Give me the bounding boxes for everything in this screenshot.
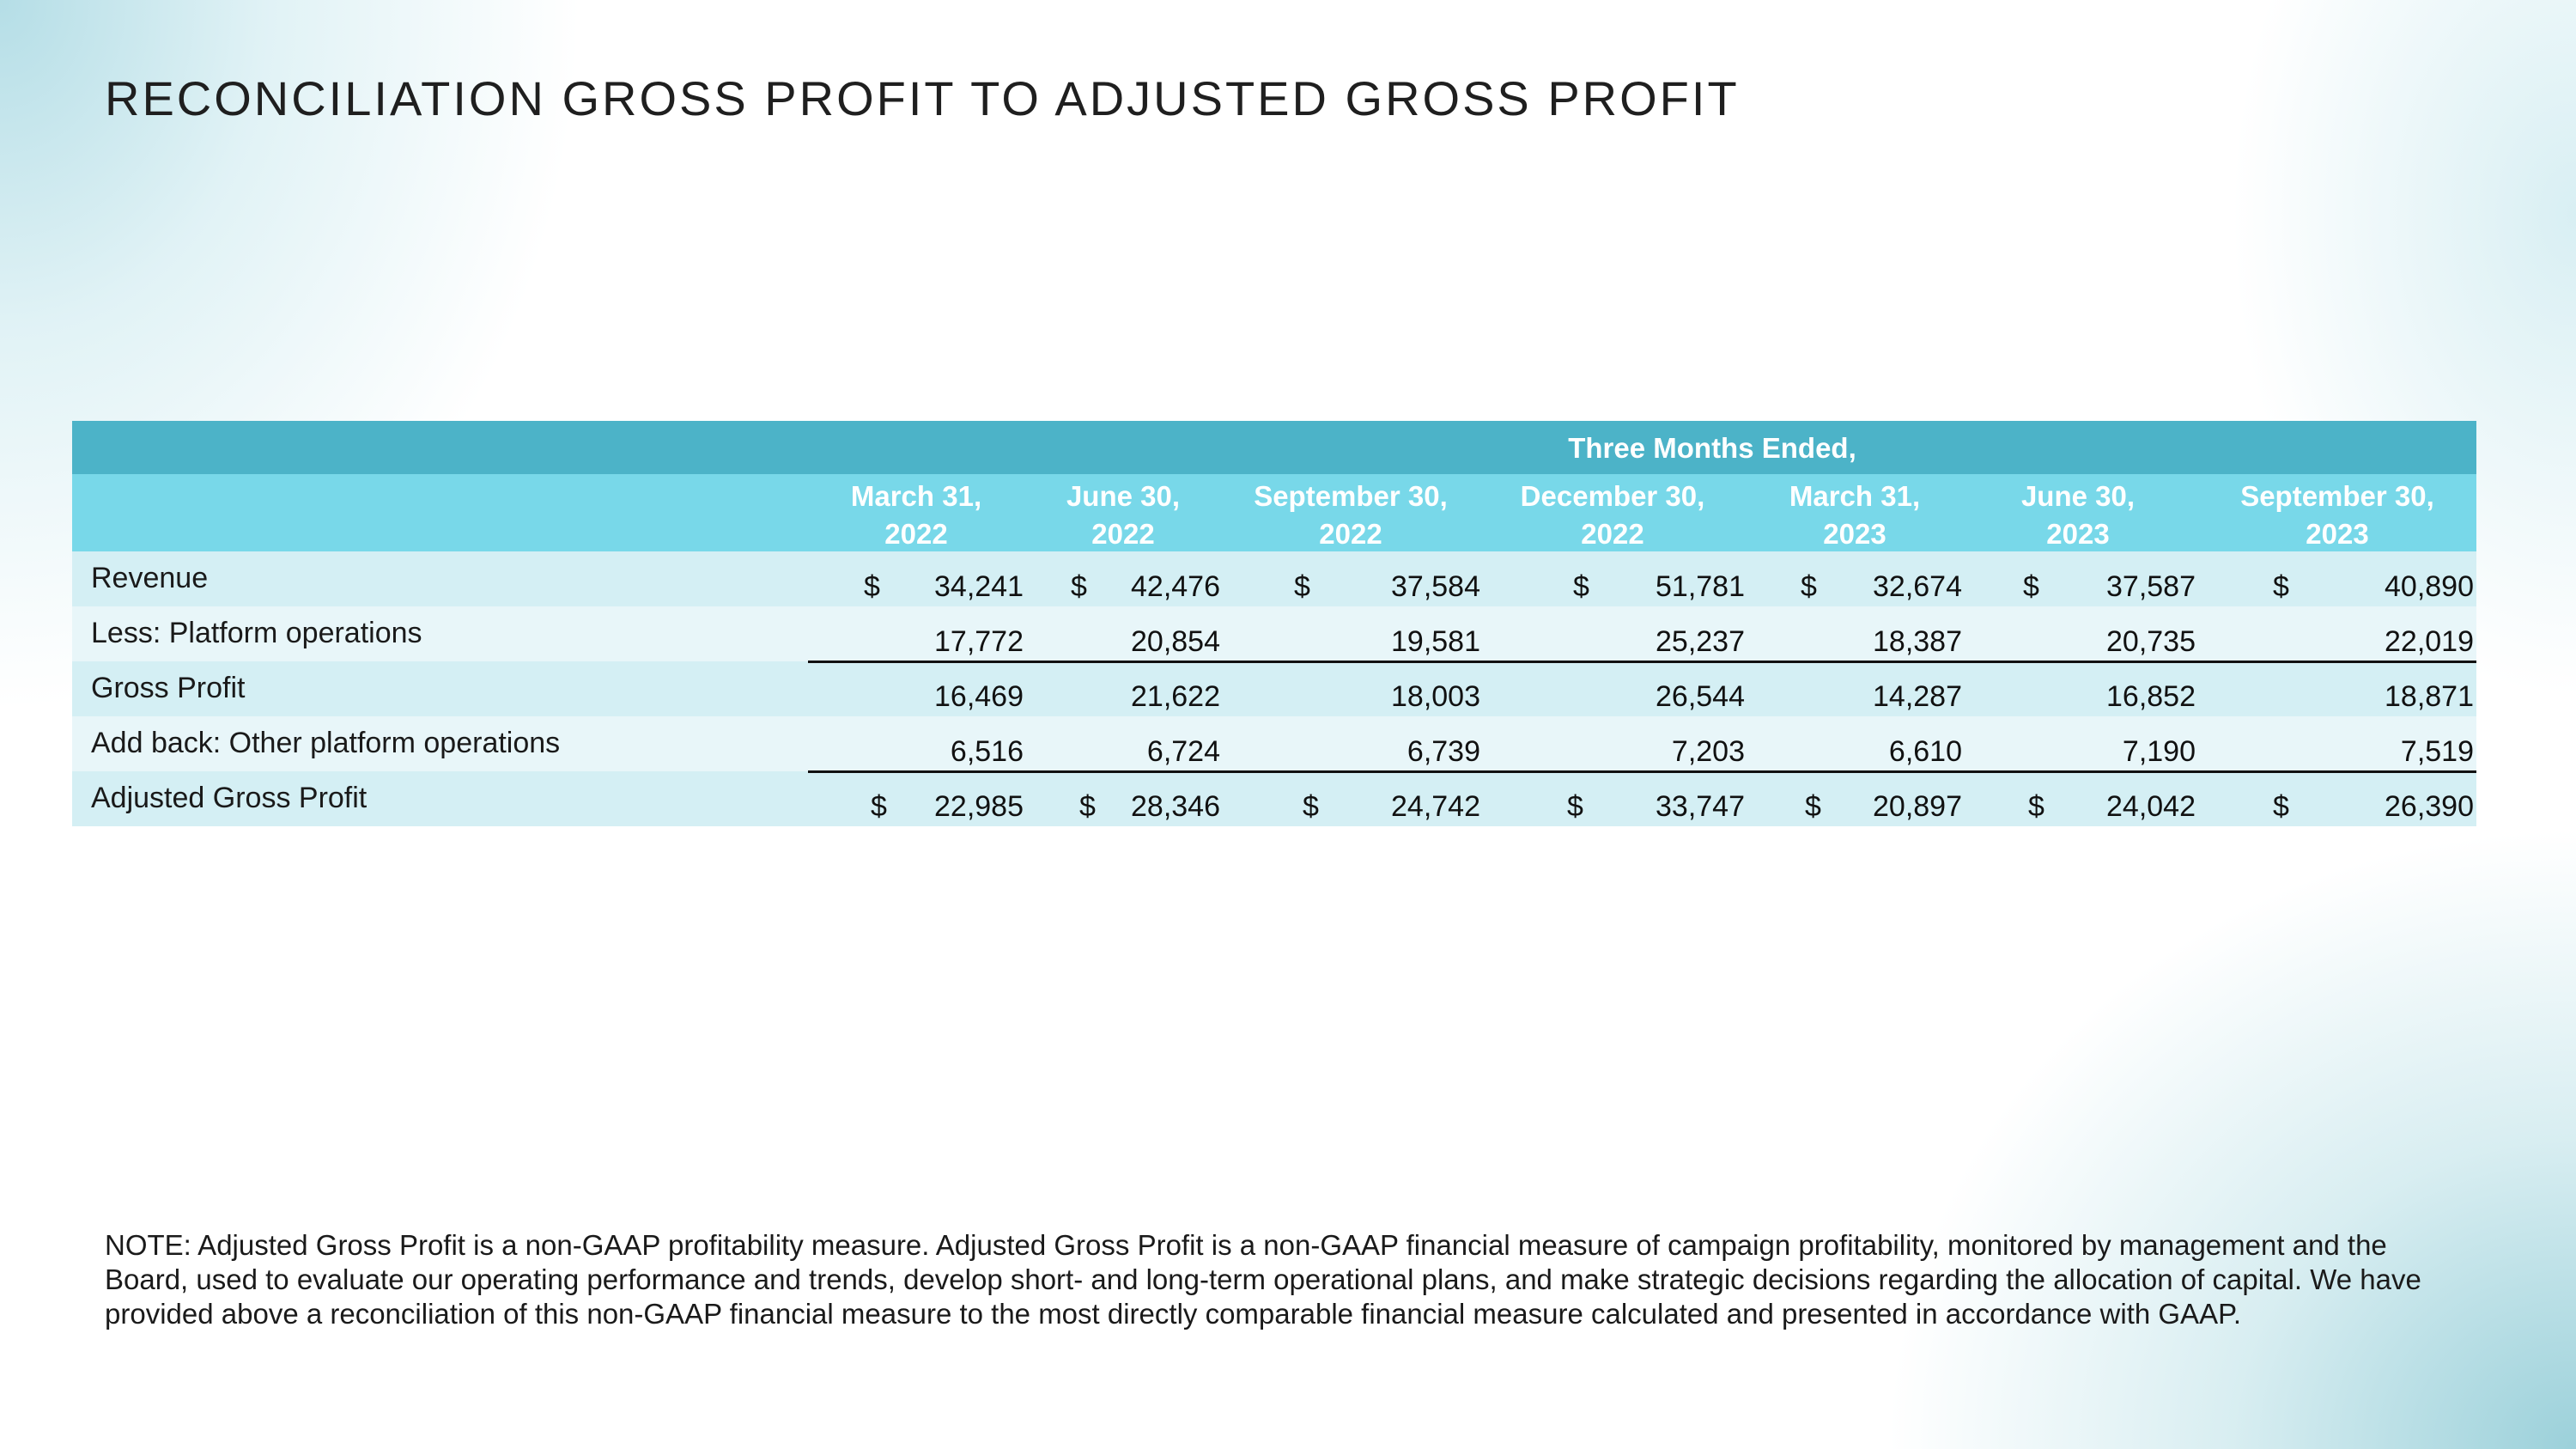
column-header bbox=[2208, 478, 2466, 553]
subtotal-rule bbox=[808, 661, 2476, 663]
value-cell: 17,772 bbox=[934, 625, 1024, 658]
value-cell: 24,042 bbox=[2106, 790, 2196, 823]
table-body bbox=[72, 551, 2476, 826]
period-header: Three Months Ended, bbox=[1568, 432, 1856, 464]
column-header-date: December 30, bbox=[1520, 480, 1705, 512]
value-cell: 20,854 bbox=[1131, 625, 1220, 658]
column-header-date: September 30, bbox=[2240, 480, 2434, 512]
row-label: Revenue bbox=[91, 562, 209, 594]
value-cell: 19,581 bbox=[1391, 625, 1480, 658]
column-header-date: March 31, bbox=[1789, 480, 1921, 512]
column-header-year: 2023 bbox=[2046, 518, 2110, 550]
value-cell: 22,019 bbox=[2385, 625, 2474, 658]
value-cell: 16,469 bbox=[934, 680, 1024, 713]
currency-symbol: $ bbox=[1567, 790, 1583, 823]
column-header-year: 2022 bbox=[1581, 518, 1644, 550]
value-cell: 28,346 bbox=[1131, 790, 1220, 823]
reconciliation-table bbox=[72, 421, 2476, 826]
column-header bbox=[994, 478, 1252, 553]
currency-symbol: $ bbox=[2273, 570, 2289, 603]
value-cell: 18,387 bbox=[1873, 625, 1962, 658]
row-label: Gross Profit bbox=[91, 672, 246, 704]
column-header-date: June 30, bbox=[1066, 480, 1181, 512]
value-cell: 6,516 bbox=[950, 735, 1024, 768]
column-header-date: September 30, bbox=[1254, 480, 1448, 512]
column-header bbox=[1484, 478, 1741, 553]
currency-symbol: $ bbox=[1805, 790, 1821, 823]
table-row bbox=[72, 551, 2476, 606]
column-header-year: 2023 bbox=[1823, 518, 1886, 550]
value-cell: 7,519 bbox=[2400, 735, 2474, 768]
value-cell: 32,674 bbox=[1873, 570, 1962, 603]
column-header-year: 2022 bbox=[884, 518, 948, 550]
currency-symbol: $ bbox=[2023, 570, 2039, 603]
value-cell: 25,237 bbox=[1656, 625, 1745, 658]
column-header bbox=[1726, 478, 1984, 553]
value-cell: 16,852 bbox=[2106, 680, 2196, 713]
subtotal-rule bbox=[808, 770, 2476, 773]
value-cell: 6,739 bbox=[1406, 735, 1480, 768]
column-header bbox=[1222, 478, 1479, 553]
page-title: RECONCILIATION GROSS PROFIT TO ADJUSTED GROSS PROFIT bbox=[105, 71, 1740, 125]
table-row bbox=[72, 716, 2476, 771]
row-label: Less: Platform operations bbox=[91, 617, 422, 649]
currency-symbol: $ bbox=[1801, 570, 1817, 603]
currency-symbol: $ bbox=[864, 570, 880, 603]
currency-symbol: $ bbox=[1079, 790, 1096, 823]
value-cell: 6,724 bbox=[1146, 735, 1220, 768]
column-header-date: March 31, bbox=[850, 480, 982, 512]
currency-symbol: $ bbox=[1294, 570, 1310, 603]
row-label: Adjusted Gross Profit bbox=[91, 782, 368, 814]
row-label: Add back: Other platform operations bbox=[91, 727, 561, 759]
column-header bbox=[1949, 478, 2207, 553]
period-header-band bbox=[72, 421, 2476, 474]
column-header-band bbox=[72, 474, 2476, 551]
value-cell: 20,735 bbox=[2106, 625, 2196, 658]
value-cell: 42,476 bbox=[1131, 570, 1220, 603]
table-row bbox=[72, 606, 2476, 661]
column-header-year: 2023 bbox=[2306, 518, 2369, 550]
value-cell: 37,584 bbox=[1391, 570, 1480, 603]
table-row bbox=[72, 771, 2476, 826]
value-cell: 21,622 bbox=[1131, 680, 1220, 713]
value-cell: 7,190 bbox=[2122, 735, 2196, 768]
column-header-date: June 30, bbox=[2020, 480, 2136, 512]
column-header-year: 2022 bbox=[1091, 518, 1155, 550]
currency-symbol: $ bbox=[2273, 790, 2289, 823]
value-cell: 18,871 bbox=[2385, 680, 2474, 713]
value-cell: 37,587 bbox=[2106, 570, 2196, 603]
value-cell: 18,003 bbox=[1391, 680, 1480, 713]
currency-symbol: $ bbox=[871, 790, 887, 823]
table-row bbox=[72, 661, 2476, 716]
value-cell: 6,610 bbox=[1888, 735, 1962, 768]
value-cell: 24,742 bbox=[1391, 790, 1480, 823]
value-cell: 22,985 bbox=[934, 790, 1024, 823]
value-cell: 20,897 bbox=[1873, 790, 1962, 823]
value-cell: 26,544 bbox=[1656, 680, 1745, 713]
value-cell: 51,781 bbox=[1656, 570, 1745, 603]
currency-symbol: $ bbox=[1303, 790, 1319, 823]
value-cell: 40,890 bbox=[2385, 570, 2474, 603]
value-cell: 7,203 bbox=[1671, 735, 1745, 768]
currency-symbol: $ bbox=[1071, 570, 1087, 603]
value-cell: 26,390 bbox=[2385, 790, 2474, 823]
currency-symbol: $ bbox=[2028, 790, 2044, 823]
footnote: NOTE: Adjusted Gross Profit is a non-GAAP profitability measure. Adjusted Gross Profit is a non-GAAP financial measure of campaign profitability, monitored by management and the Board, used to evaluate our operating performance and trends, develop short- and long-term operational plans, and make strategic decisions regarding the allocation of capital. We have provided above a reconciliation of this non-GAAP financial measure to the most directly comparable financial measure calculated and presented in accordance with GAAP. bbox=[105, 1229, 2421, 1330]
value-cell: 33,747 bbox=[1656, 790, 1745, 823]
value-cell: 14,287 bbox=[1873, 680, 1962, 713]
value-cell: 34,241 bbox=[934, 570, 1024, 603]
column-header-year: 2022 bbox=[1319, 518, 1382, 550]
currency-symbol: $ bbox=[1573, 570, 1589, 603]
